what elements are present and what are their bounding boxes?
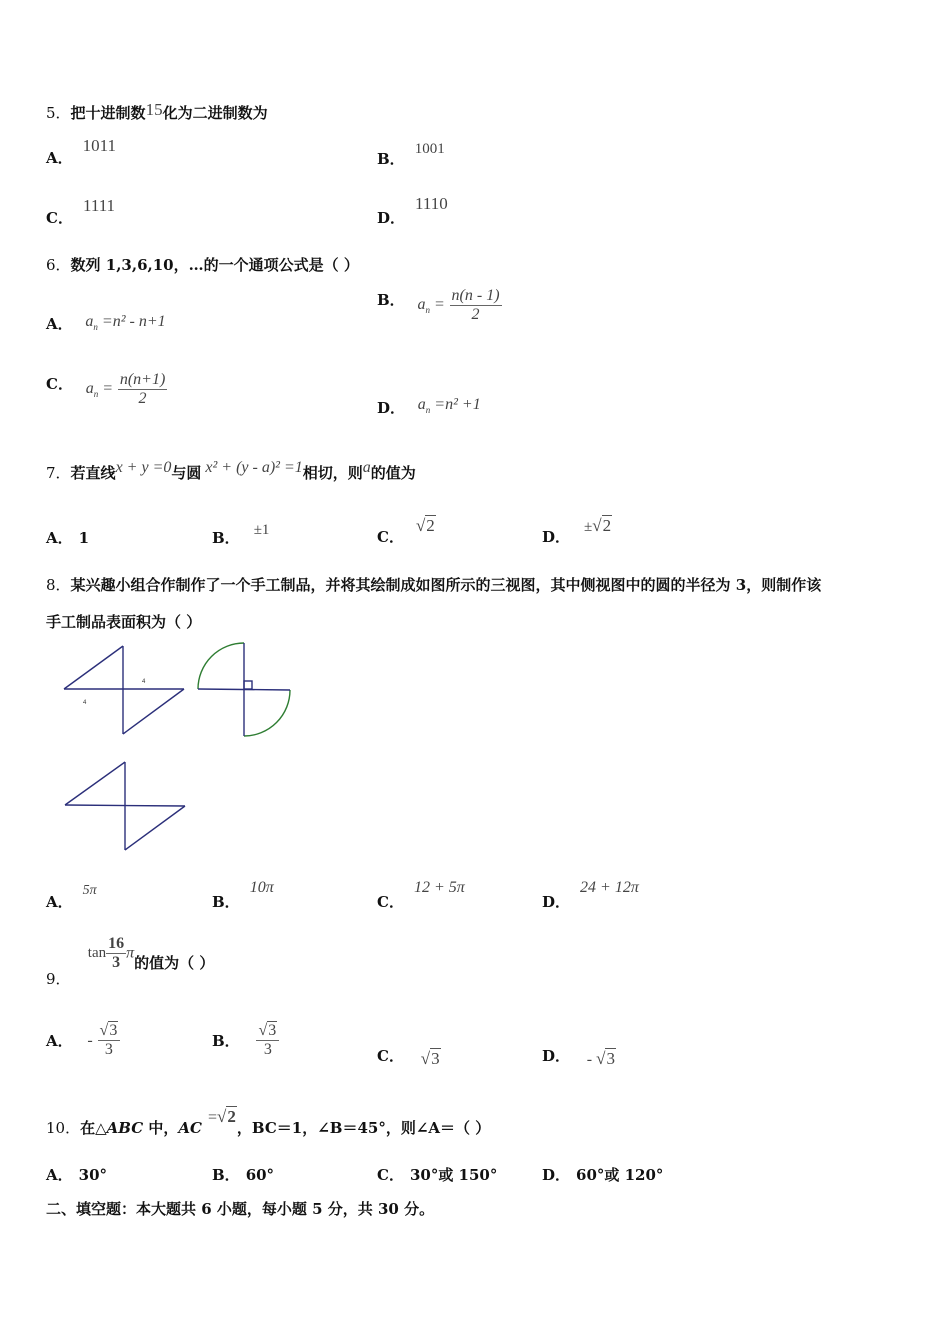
- q8-option-b[interactable]: B．10π: [212, 879, 274, 911]
- q10-option-b[interactable]: B． 60°: [212, 1166, 275, 1184]
- q8-option-c[interactable]: C．12 + 5π: [377, 879, 465, 911]
- q9-option-a[interactable]: A． - $\frac{√3}{3}$: [46, 1022, 120, 1059]
- q5-stem: 5．把十进制数15化为二进制数为: [46, 100, 268, 122]
- q8-stem-line1: 8．某兴趣小组合作制作了一个手工制品，并将其绘制成如图所示的三视图，其中侧视图中的圆的半径为 3，则制作该: [46, 576, 822, 594]
- q8-option-a[interactable]: A．5π: [46, 883, 97, 911]
- q5-option-c[interactable]: C．1111: [46, 196, 116, 227]
- section-2-heading: 二、填空题：本大题共 6 小题，每小题 5 分，共 30 分。: [46, 1200, 435, 1218]
- q9-stem: 9． tan $\frac{16}{3}$ π的值为（ ）: [46, 935, 215, 988]
- q7-option-d[interactable]: D．±√2: [542, 516, 612, 546]
- q6-stem: 6．数列 1,3,6,10，…的一个通项公式是（ ）: [46, 256, 359, 274]
- q8-option-d[interactable]: D．24 + 12π: [542, 879, 639, 911]
- q9-option-c[interactable]: C． √3: [377, 1047, 440, 1068]
- front-view-figure: [60, 644, 190, 740]
- q7-option-b[interactable]: B． ±1: [212, 522, 270, 547]
- side-view-figure: [194, 640, 294, 740]
- front-view-label-bottom: 4: [83, 700, 87, 706]
- q9-option-d[interactable]: D． - √3: [542, 1047, 615, 1068]
- q7-option-c[interactable]: C．√2: [377, 516, 435, 546]
- top-view-figure: [60, 760, 190, 854]
- q5-option-d[interactable]: D．1110: [377, 194, 448, 227]
- q10-option-d[interactable]: D． 60°或 120°: [542, 1166, 664, 1184]
- q10-option-a[interactable]: A． 30°: [46, 1166, 108, 1184]
- q7-option-a[interactable]: A． 1: [46, 529, 90, 547]
- q5-option-a[interactable]: A．1011: [46, 136, 117, 167]
- q6-option-b[interactable]: B． $a_n$ = $\frac{n(n - 1)}{2}$: [377, 287, 500, 323]
- q5-option-b[interactable]: B．1001: [377, 141, 445, 168]
- q10-stem: 10．在△ABC 中，AC=√2，BC＝1，∠B＝45°，则∠A＝（ ）: [46, 1107, 491, 1137]
- q7-stem: 7．若直线x + y =0与圆 x² + (y - a)² =1相切，则a的值为: [46, 459, 416, 482]
- q10-option-c[interactable]: C． 30°或 150°: [377, 1166, 498, 1184]
- q8-stem-line2: 手工制品表面积为（ ）: [46, 613, 202, 631]
- front-view-label-top: 4: [142, 679, 146, 685]
- q6-option-c[interactable]: C． $a_n$ = $\frac{n(n+1)}{2}$: [46, 371, 166, 407]
- q6-option-a[interactable]: A． $a_n =n^2 - n+1$: [46, 313, 166, 333]
- q9-option-b[interactable]: B． $\frac{√3}{3}$: [212, 1022, 279, 1059]
- q6-option-d[interactable]: D． $a_n =n^2 +1$: [377, 396, 481, 417]
